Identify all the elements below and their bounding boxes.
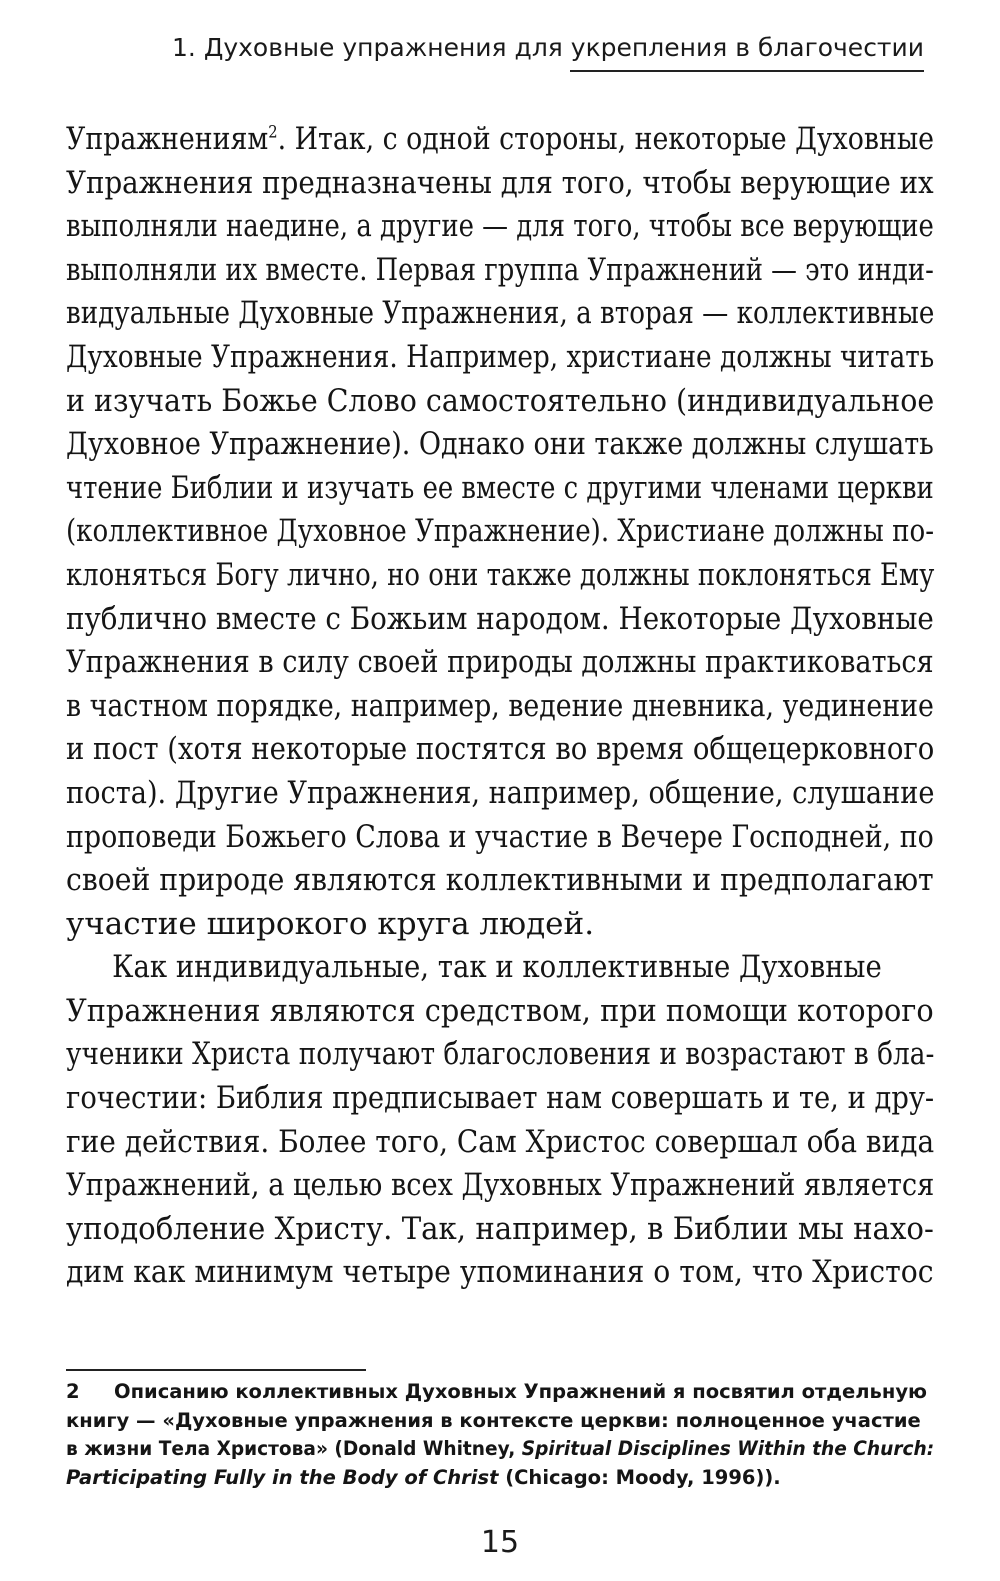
text-line: в частном порядке, например, ведение дневника, уединение: [66, 687, 934, 724]
footnote-line: [66, 1464, 934, 1493]
header-rule: [570, 70, 924, 72]
footnote-text: Описанию коллективных Духовных Упражнений я посвятил отдельную: [114, 1380, 927, 1403]
text-line: и пост (хотя некоторые постятся во время общецерковного: [66, 731, 935, 768]
main-text: [66, 118, 934, 1295]
text-line: Упражнения в силу своей природы должны практиковаться: [66, 644, 934, 681]
page-number: 15: [480, 1525, 520, 1560]
text-line: (коллективное Духовное Упражнение). Христиане должны по-: [66, 513, 935, 550]
text-line: выполняли их вместе. Первая группа Упражнений — это инди-: [66, 251, 934, 288]
text-line: выполняли наедине, а другие — для того, чтобы все верующие: [66, 208, 934, 245]
text-line: своей природе являются коллективными и предполагают: [66, 862, 934, 899]
footnote-line: книгу — «Духовные упражнения в контексте церкви: полноценное участие: [66, 1408, 921, 1432]
text-line: ученики Христа получают благословения и возрастают в бла-: [66, 1036, 935, 1073]
footnote-line: [66, 1435, 935, 1464]
text-line: и изучать Божье Слово самостоятельно (индивидуальное: [66, 382, 935, 419]
text-line: чтение Библии и изучать ее вместе с другими членами церкви: [66, 469, 934, 506]
text-line: Упражнений, а целью всех Духовных Упражнений является: [66, 1167, 935, 1204]
text-line: гие действия. Более того, Сам Христос совершал оба вида: [66, 1123, 935, 1160]
footnote-reference[interactable]: 2: [268, 122, 278, 143]
text-line: гочестии: Библия предписывает нам совершать и те, и дру-: [66, 1080, 935, 1117]
footnote-text: (Chicago: Moody, 1996)).: [498, 1465, 781, 1489]
footnote-text: в жизни Тела Христова» (Donald Whitney,: [66, 1437, 522, 1460]
text-line: уподобление Христу. Так, например, в Библии мы нахо-: [66, 1210, 934, 1247]
text-line: видуальные Духовные Упражнения, а вторая — коллективные: [66, 295, 935, 332]
text-line: Как индивидуальные, так и коллективные Духовные: [112, 949, 882, 986]
text-line: клоняться Богу лично, но они также должны поклоняться Ему: [66, 556, 935, 593]
footnote-rule: [66, 1369, 366, 1371]
footnote-italic-title: Spiritual Disciplines Within the Church:: [521, 1437, 935, 1460]
text-line: дим как минимум четыре упоминания о том, что Христос: [66, 1254, 934, 1291]
text-line: [66, 118, 935, 162]
text-fragment: . Итак, с одной стороны, некоторые Духовные: [277, 121, 935, 157]
footnote: [66, 1378, 934, 1492]
text-line: Духовное Упражнение). Однако они также должны слушать: [66, 426, 934, 463]
text-line: проповеди Божьего Слова и участие в Вечере Господней, по: [66, 818, 934, 855]
footnote-line: [66, 1378, 934, 1407]
footnote-number: 2: [66, 1380, 80, 1403]
text-fragment: Упражнениям: [66, 121, 269, 157]
running-header: 1. Духовные упражнения для укрепления в благочестии: [172, 33, 924, 62]
footnote-italic-title: Participating Fully in the Body of Christ: [66, 1465, 499, 1489]
text-line: Духовные Упражнения. Например, христиане должны читать: [66, 338, 935, 375]
text-line: поста). Другие Упражнения, например, общение, слушание: [66, 774, 935, 811]
text-line: публично вместе с Божьим народом. Некоторые Духовные: [66, 600, 934, 637]
text-line: Упражнения предназначены для того, чтобы верующие их: [66, 164, 934, 201]
text-line: участие широкого круга людей.: [66, 905, 595, 942]
text-line: Упражнения являются средством, при помощи которого: [66, 992, 934, 1029]
